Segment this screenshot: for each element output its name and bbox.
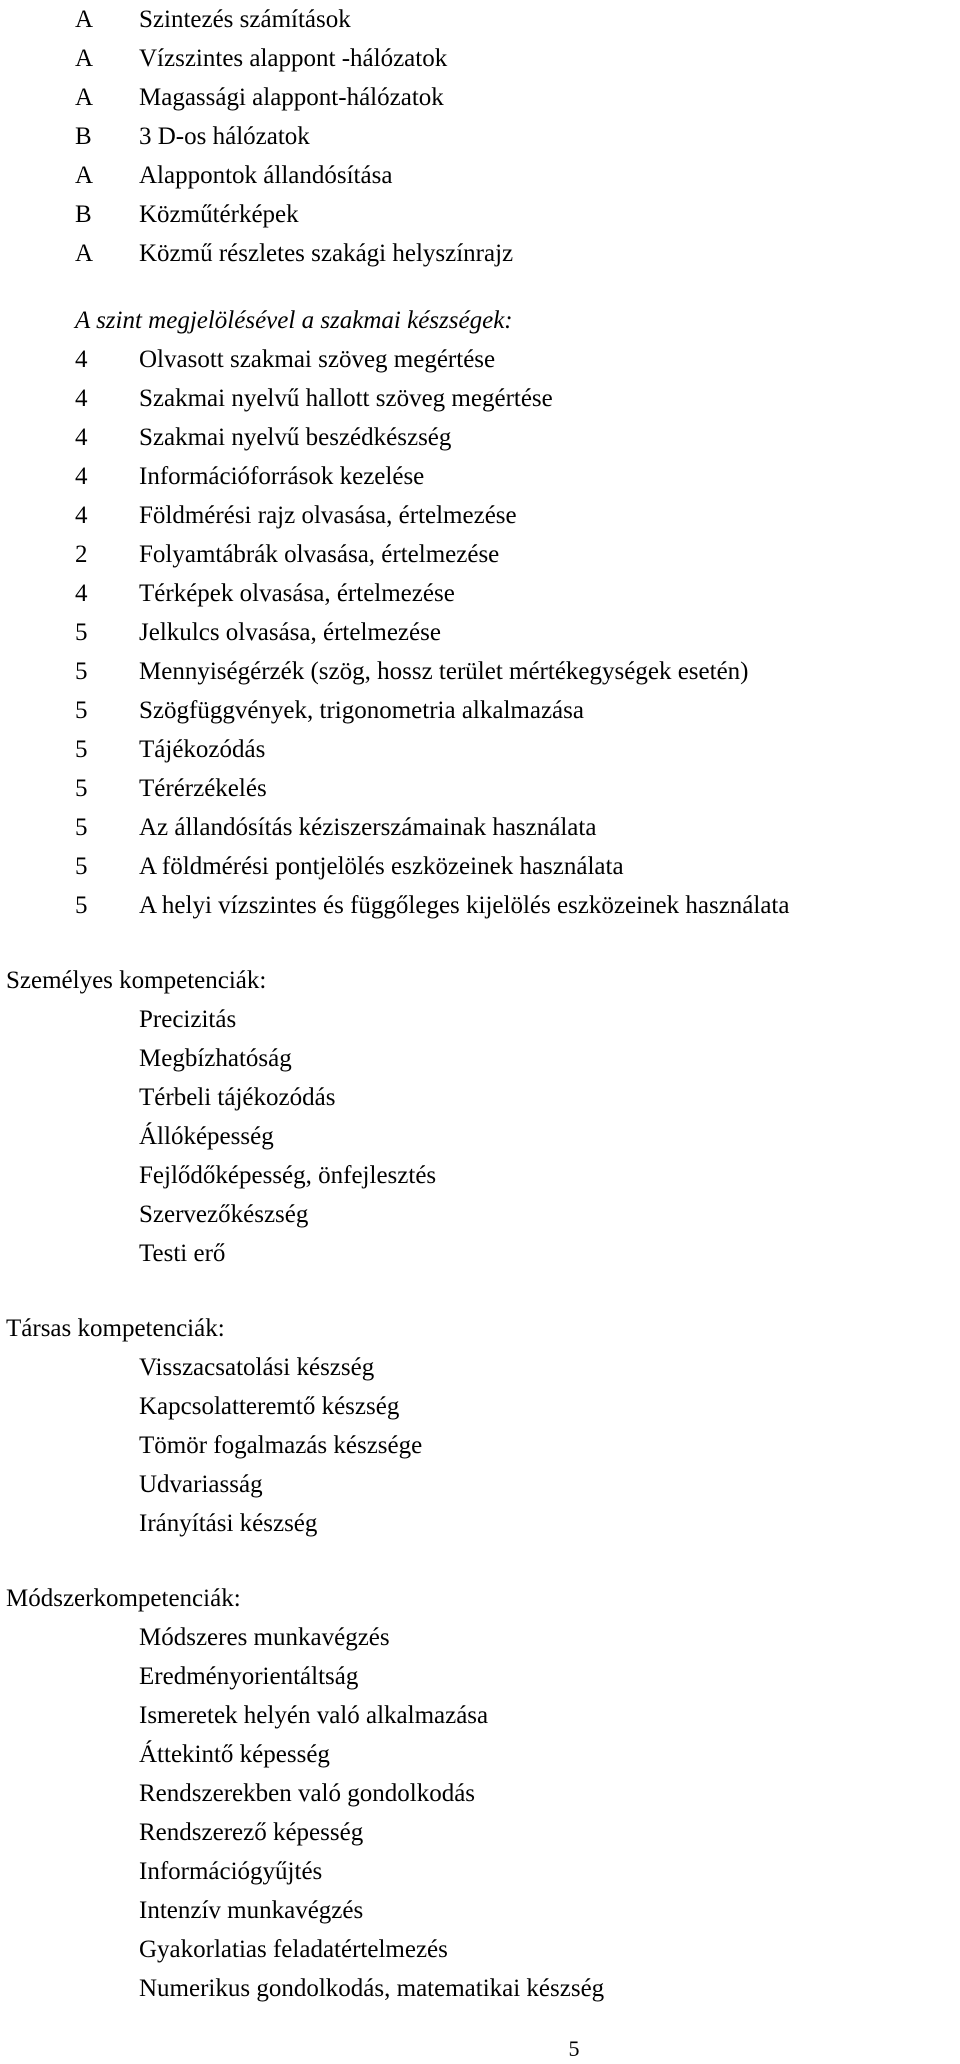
skill-label: Szakmai nyelvű beszédkészség [139,424,452,451]
personal-competencies-heading: Személyes kompetenciák: [6,967,267,994]
competency-item: Tömör fogalmazás készsége [139,1432,423,1459]
topic-grade: B [75,123,92,150]
competency-item: Irányítási készség [139,1510,318,1537]
topic-grade: A [75,6,94,33]
skill-level: 5 [75,814,88,841]
topic-label: Közmű részletes szakági helyszínrajz [139,240,514,267]
skill-label: Információforrások kezelése [139,463,425,490]
competency-item: Eredményorientáltság [139,1663,359,1690]
skill-row [0,379,960,418]
skill-label: Földmérési rajz olvasása, értelmezése [139,502,517,529]
spacer [0,925,960,961]
skill-level: 5 [75,658,88,685]
topic-row [0,117,960,156]
topic-label: Vízszintes alappont -hálózatok [139,45,448,72]
skill-row [0,847,960,886]
topic-label: Szintezés számítások [139,6,351,33]
competency-item: Kapcsolatteremtő készség [139,1393,400,1420]
skill-label: Tájékozódás [139,736,266,763]
skill-label: Térérzékelés [139,775,267,802]
topic-grade: A [75,84,94,111]
skill-label: A helyi vízszintes és függőleges kijelölés eszközeinek használata [139,892,790,919]
topic-row [0,0,960,39]
personal-competencies-list [0,1000,960,1273]
topic-label: Magassági alappont-hálózatok [139,84,444,111]
skill-row [0,652,960,691]
topic-grade: A [75,162,94,189]
skill-row [0,418,960,457]
skill-row [0,535,960,574]
competency-item: Áttekintő képesség [139,1741,330,1768]
competency-item: Rendszerekben való gondolkodás [139,1780,476,1807]
skill-level: 5 [75,892,88,919]
skill-level: 5 [75,697,88,724]
competency-item: Precizitás [139,1006,237,1033]
competency-item: Numerikus gondolkodás, matematikai készség [139,1975,605,2002]
skill-row [0,457,960,496]
skill-label: Jelkulcs olvasása, értelmezése [139,619,441,646]
skill-level: 4 [75,463,88,490]
competency-item: Térbeli tájékozódás [139,1084,336,1111]
topic-row [0,195,960,234]
skill-label: Az állandósítás kéziszerszámainak használata [139,814,597,841]
spacer [0,1273,960,1309]
topic-row [0,156,960,195]
competency-item: Fejlődőképesség, önfejlesztés [139,1162,437,1189]
skill-row [0,613,960,652]
competency-item: Rendszerező képesség [139,1819,364,1846]
spacer [0,1543,960,1579]
skill-level: 5 [75,736,88,763]
skills-heading: A szint megjelölésével a szakmai készségek: [75,307,513,334]
skill-label: Mennyiségérzék (szög, hossz terület mértékegységek esetén) [139,658,749,685]
competency-item: Udvariasság [139,1471,263,1498]
social-competencies-list [0,1348,960,1543]
skill-row [0,730,960,769]
skill-label: Folyamtábrák olvasása, értelmezése [139,541,500,568]
skills-list [0,340,960,925]
skill-level: 4 [75,346,88,373]
skill-level: 4 [75,580,88,607]
topic-row [0,234,960,273]
competency-item: Szervezőkészség [139,1201,309,1228]
topic-grade: A [75,240,94,267]
topic-row [0,78,960,117]
topic-row [0,39,960,78]
skill-label: Szakmai nyelvű hallott szöveg megértése [139,385,553,412]
page-number: 5 [568,2036,580,2061]
topic-label: 3 D-os hálózatok [139,123,310,150]
method-competencies-list [0,1618,960,2008]
competency-item: Megbízhatóság [139,1045,292,1072]
competency-item: Ismeretek helyén való alkalmazása [139,1702,489,1729]
skill-level: 5 [75,775,88,802]
skill-row [0,496,960,535]
competency-item: Testi erő [139,1240,226,1267]
skill-label: Térképek olvasása, értelmezése [139,580,455,607]
skill-level: 4 [75,502,88,529]
skill-level: 4 [75,385,88,412]
skill-row [0,808,960,847]
topic-grade: B [75,201,92,228]
method-competencies-heading: Módszerkompetenciák: [6,1585,241,1612]
skill-row [0,340,960,379]
topic-label: Alappontok állandósítása [139,162,393,189]
skill-row [0,769,960,808]
topic-list [0,0,960,273]
skill-row [0,574,960,613]
skill-level: 5 [75,853,88,880]
competency-item: Gyakorlatias feladatértelmezés [139,1936,448,1963]
skill-level: 2 [75,541,88,568]
skill-label: Olvasott szakmai szöveg megértése [139,346,496,373]
skill-level: 4 [75,424,88,451]
skill-level: 5 [75,619,88,646]
topic-label: Közműtérképek [139,201,299,228]
competency-item: Módszeres munkavégzés [139,1624,390,1651]
competency-item: Állóképesség [139,1123,274,1150]
skill-row [0,886,960,925]
competency-item: Intenzív munkavégzés [139,1897,364,1924]
spacer [0,273,960,301]
topic-grade: A [75,45,94,72]
skill-label: Szögfüggvények, trigonometria alkalmazása [139,697,584,724]
competency-item: Információgyűjtés [139,1858,323,1885]
skill-label: A földmérési pontjelölés eszközeinek használata [139,853,624,880]
skill-row [0,691,960,730]
competency-item: Visszacsatolási készség [139,1354,375,1381]
social-competencies-heading: Társas kompetenciák: [6,1315,225,1342]
